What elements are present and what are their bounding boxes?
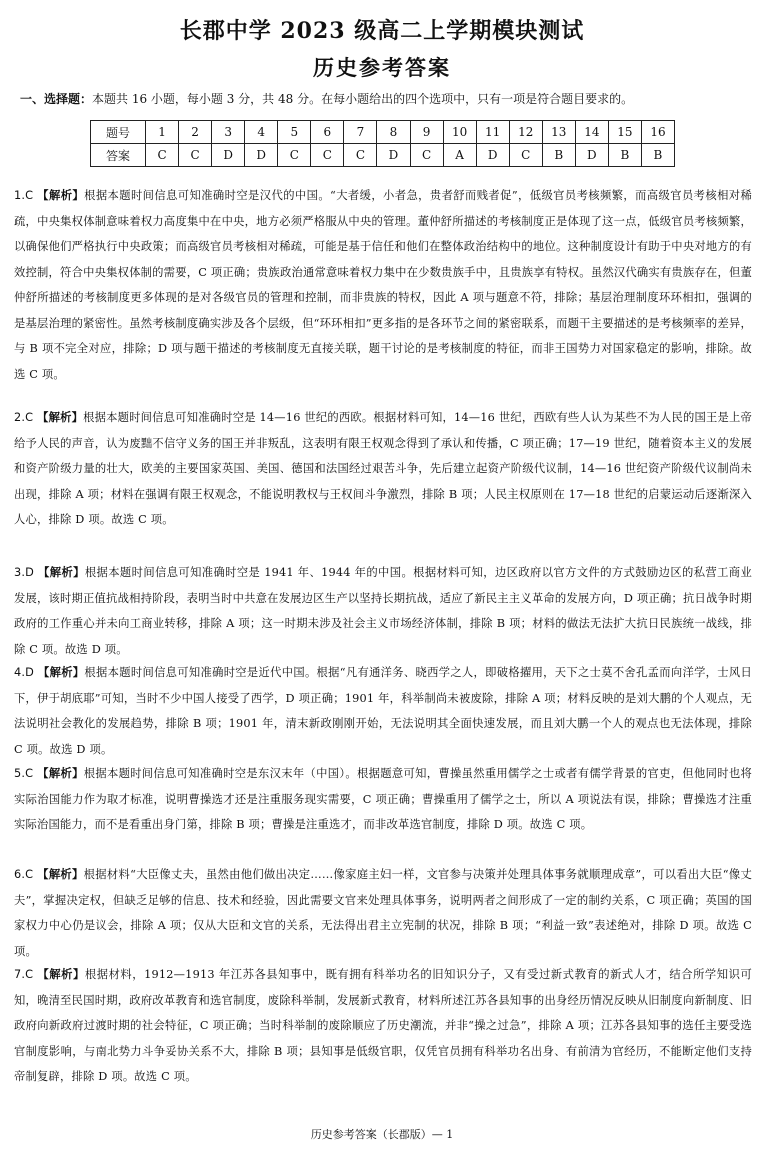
answer-cell: C	[410, 144, 443, 167]
analysis-tag: 【解析】	[37, 411, 84, 424]
analysis-tag: 【解析】	[37, 868, 84, 881]
question-number: 14	[575, 121, 608, 144]
item-number: 3.D	[14, 566, 35, 579]
answer-table	[90, 120, 675, 167]
question-number: 15	[608, 121, 641, 144]
item-number: 7.C	[14, 968, 34, 981]
analysis-tag: 【解析】	[37, 968, 85, 981]
answer-cell: D	[245, 144, 278, 167]
answer-cell: D	[212, 144, 245, 167]
question-number-row	[91, 121, 675, 144]
item-number: 1.C	[14, 189, 34, 202]
answer-cell: D	[377, 144, 410, 167]
question-number: 7	[344, 121, 377, 144]
question-number: 5	[278, 121, 311, 144]
question-number-header: 题号	[91, 121, 146, 144]
question-number: 1	[146, 121, 179, 144]
explanation-text: 根据材料，1912—1913 年江苏各县知事中，既有拥有科举功名的旧知识分子，又有受过新式教育的新式人才，结合所学知识可知，晚清至民国时期，政府改革教育和选官制度，废除科举制，发展新式教育，材料所述江苏各县知事的出身经历情况反映从旧制度向新制度、旧政府向新政府过渡时期的社会特征，C 项正确；当时科举制的废除顺应了历史潮流，并非“操之过急”，排除 A 项；江苏各县知事的选任主要受选官制度影响，与南北势力斗争妥协关系不大，排除 B 项；县知事是低级官职，仅凭官员拥有科举功名出身、有前清为官经历，不能断定他们支持帝制复辟，排除 D 项。故选 C 项。	[14, 968, 752, 1083]
page-footer: 历史参考答案（长郡版）— 1	[310, 1128, 454, 1141]
answer-header: 答案	[91, 144, 146, 167]
page-title: 长郡中学 2023 级高二上学期模块测试	[179, 18, 585, 44]
item-number: 5.C	[14, 767, 34, 780]
analysis-tag: 【解析】	[37, 767, 84, 780]
section-label: 一、选择题：	[20, 92, 93, 106]
answer-cell: C	[509, 144, 542, 167]
explanation-7	[14, 962, 752, 1090]
question-number: 8	[377, 121, 410, 144]
answer-cell: D	[476, 144, 509, 167]
explanation-text: 根据本题时间信息可知准确时空是汉代的中国。“大者缓，小者急，贵者舒而贱者促”，低级官员考核频繁，而高级官员考核相对稀疏，中央集权体制意味着权力高度集中在中央，地方必须严格服从中央的管理。董仲舒所描述的考核制度正是体现了这一点，低级官员考核频繁，以确保他们严格执行中央政策；而高级官员考核相对稀疏，可能是基于信任和他们在整体政治结构中的地位。这种制度设计有助于中央对地方的有效控制，符合中央集权体制的需要，C 项正确；贵族政治通常意味着权力集中在少数贵族手中，且贵族享有特权。虽然汉代确实有贵族存在，但董仲舒所描述的考核制度更多体现的是对各级官员的管理和控制，而非贵族的特权，因此 A 项与题意不符，排除；基层治理制度环环相扣，强调的是基层治理的紧密性。虽然考核制度确实涉及各个层级，但“环环相扣”更多指的是各环节之间的紧密联系，而题干主要描述的是考核频率的差异，与 B 项不完全对应，排除；D 项与题干描述的考核制度无直接关联，题干讨论的是考核制度的特征，而非王国势力对国家稳定的影响，排除。故选 C 项。	[14, 189, 752, 381]
section-instructions: 本题共 16 小题，每小题 3 分，共 48 分。在每小题给出的四个选项中，只有一项是符合题目要求的。	[92, 92, 634, 106]
answer-cell: B	[641, 144, 674, 167]
question-number: 11	[476, 121, 509, 144]
answer-cell: C	[146, 144, 179, 167]
answer-cell: C	[278, 144, 311, 167]
explanation-6	[14, 862, 752, 964]
question-number: 10	[443, 121, 476, 144]
explanation-5	[14, 761, 752, 838]
explanation-text: 根据材料“大臣像丈夫，虽然由他们做出决定……像家庭主妇一样，文官参与决策并处理具体事务就顺理成章”，可以看出大臣“像丈夫”，掌握决定权，但缺乏足够的信息、技术和经验，因此需要文官来处理具体事务，说明两者之间形成了一定的制约关系，C 项正确；英国的国家权力中心仍是议会，排除 A 项；仅从大臣和文官的关系，无法得出君主立宪制的状况，排除 B 项；“利益一致”表述绝对，排除 D 项。故选 C 项。	[14, 868, 752, 958]
answer-cell: C	[344, 144, 377, 167]
analysis-tag: 【解析】	[37, 189, 85, 202]
explanation-1	[14, 183, 752, 387]
page-subtitle: 历史参考答案	[313, 56, 451, 80]
question-number: 9	[410, 121, 443, 144]
answer-cell: B	[608, 144, 641, 167]
question-number: 2	[179, 121, 212, 144]
section-heading	[20, 90, 750, 108]
explanation-text: 根据本题时间信息可知准确时空是东汉末年（中国）。根据题意可知，曹操虽然重用儒学之士或者有儒学背景的官吏，但他同时也将实际治国能力作为取才标准，说明曹操选才还是注重服务现实需要，C 项正确；曹操重用了儒学之士，所以 A 项说法有误，排除；曹操选才注重实际治国能力，而不是看重出身门第，排除 B 项；曹操是注重选才，而非改革选官制度，排除 D 项。故选 C 项。	[14, 767, 752, 831]
question-number: 13	[542, 121, 575, 144]
answer-cell: A	[443, 144, 476, 167]
question-number: 6	[311, 121, 344, 144]
answer-row	[91, 144, 675, 167]
question-number: 4	[245, 121, 278, 144]
item-number: 2.C	[14, 411, 34, 424]
item-number: 6.C	[14, 868, 34, 881]
question-number: 12	[509, 121, 542, 144]
explanation-text: 根据本题时间信息可知准确时空是近代中国。根据“凡有通洋务、晓西学之人，即破格擢用，天下之士莫不舍孔孟而向洋学，士风日下，伊于胡底耶”可知，当时不少中国人接受了西学，D 项正确；1901 年，科举制尚未被废除，排除 A 项；材料反映的是刘大鹏的个人观点，无法说明社会教化的发展趋势，排除 B 项；1901 年，清末新政刚刚开始，无法说明其全面快速发展，而且刘大鹏一个人的观点也无法体现，排除 C 项。故选 D 项。	[14, 666, 752, 756]
item-number: 4.D	[14, 666, 35, 679]
analysis-tag: 【解析】	[38, 566, 85, 579]
explanation-4	[14, 660, 752, 762]
explanation-2	[14, 405, 752, 533]
explanation-text: 根据本题时间信息可知准确时空是 1941 年、1944 年的中国。根据材料可知，边区政府以官方文件的方式鼓励边区的私营工商业发展，该时期正值抗战相持阶段，表明当时中共意在发展边区生产以坚持长期抗战，适应了新民主主义革命的发展方向，D 项正确；抗日战争时期政府的工作重心并未向工商业转移，排除 A 项；这一时期未涉及社会主义市场经济体制，排除 B 项；材料的做法无法扩大抗日民族统一战线，排除 C 项。故选 D 项。	[14, 566, 753, 656]
answer-cell: C	[179, 144, 212, 167]
question-number: 3	[212, 121, 245, 144]
answer-cell: D	[575, 144, 608, 167]
explanation-3	[14, 560, 752, 662]
explanation-text: 根据本题时间信息可知准确时空是 14—16 世纪的西欧。根据材料可知，14—16 世纪，西欧有些人认为某些不为人民的国王是上帝给予人民的声音，认为废黜不信守义务的国王并非叛乱，这表明有限王权观念得到了承认和传播，C 项正确；17—19 世纪，随着资本主义的发展和资产阶级力量的壮大，欧美的主要国家英国、美国、德国和法国经过艰苦斗争，先后建立起资产阶级代议制，14—16 世纪资产阶级代议制尚未出现，排除 A 项；材料在强调有限王权观念，不能说明教权与王权间斗争激烈，排除 B 项；人民主权原则在 17—18 世纪的启蒙运动后逐渐深入人心，排除 D 项。故选 C 项。	[14, 411, 752, 526]
analysis-tag: 【解析】	[37, 666, 85, 679]
question-number: 16	[641, 121, 674, 144]
answer-cell: B	[542, 144, 575, 167]
answer-cell: C	[311, 144, 344, 167]
